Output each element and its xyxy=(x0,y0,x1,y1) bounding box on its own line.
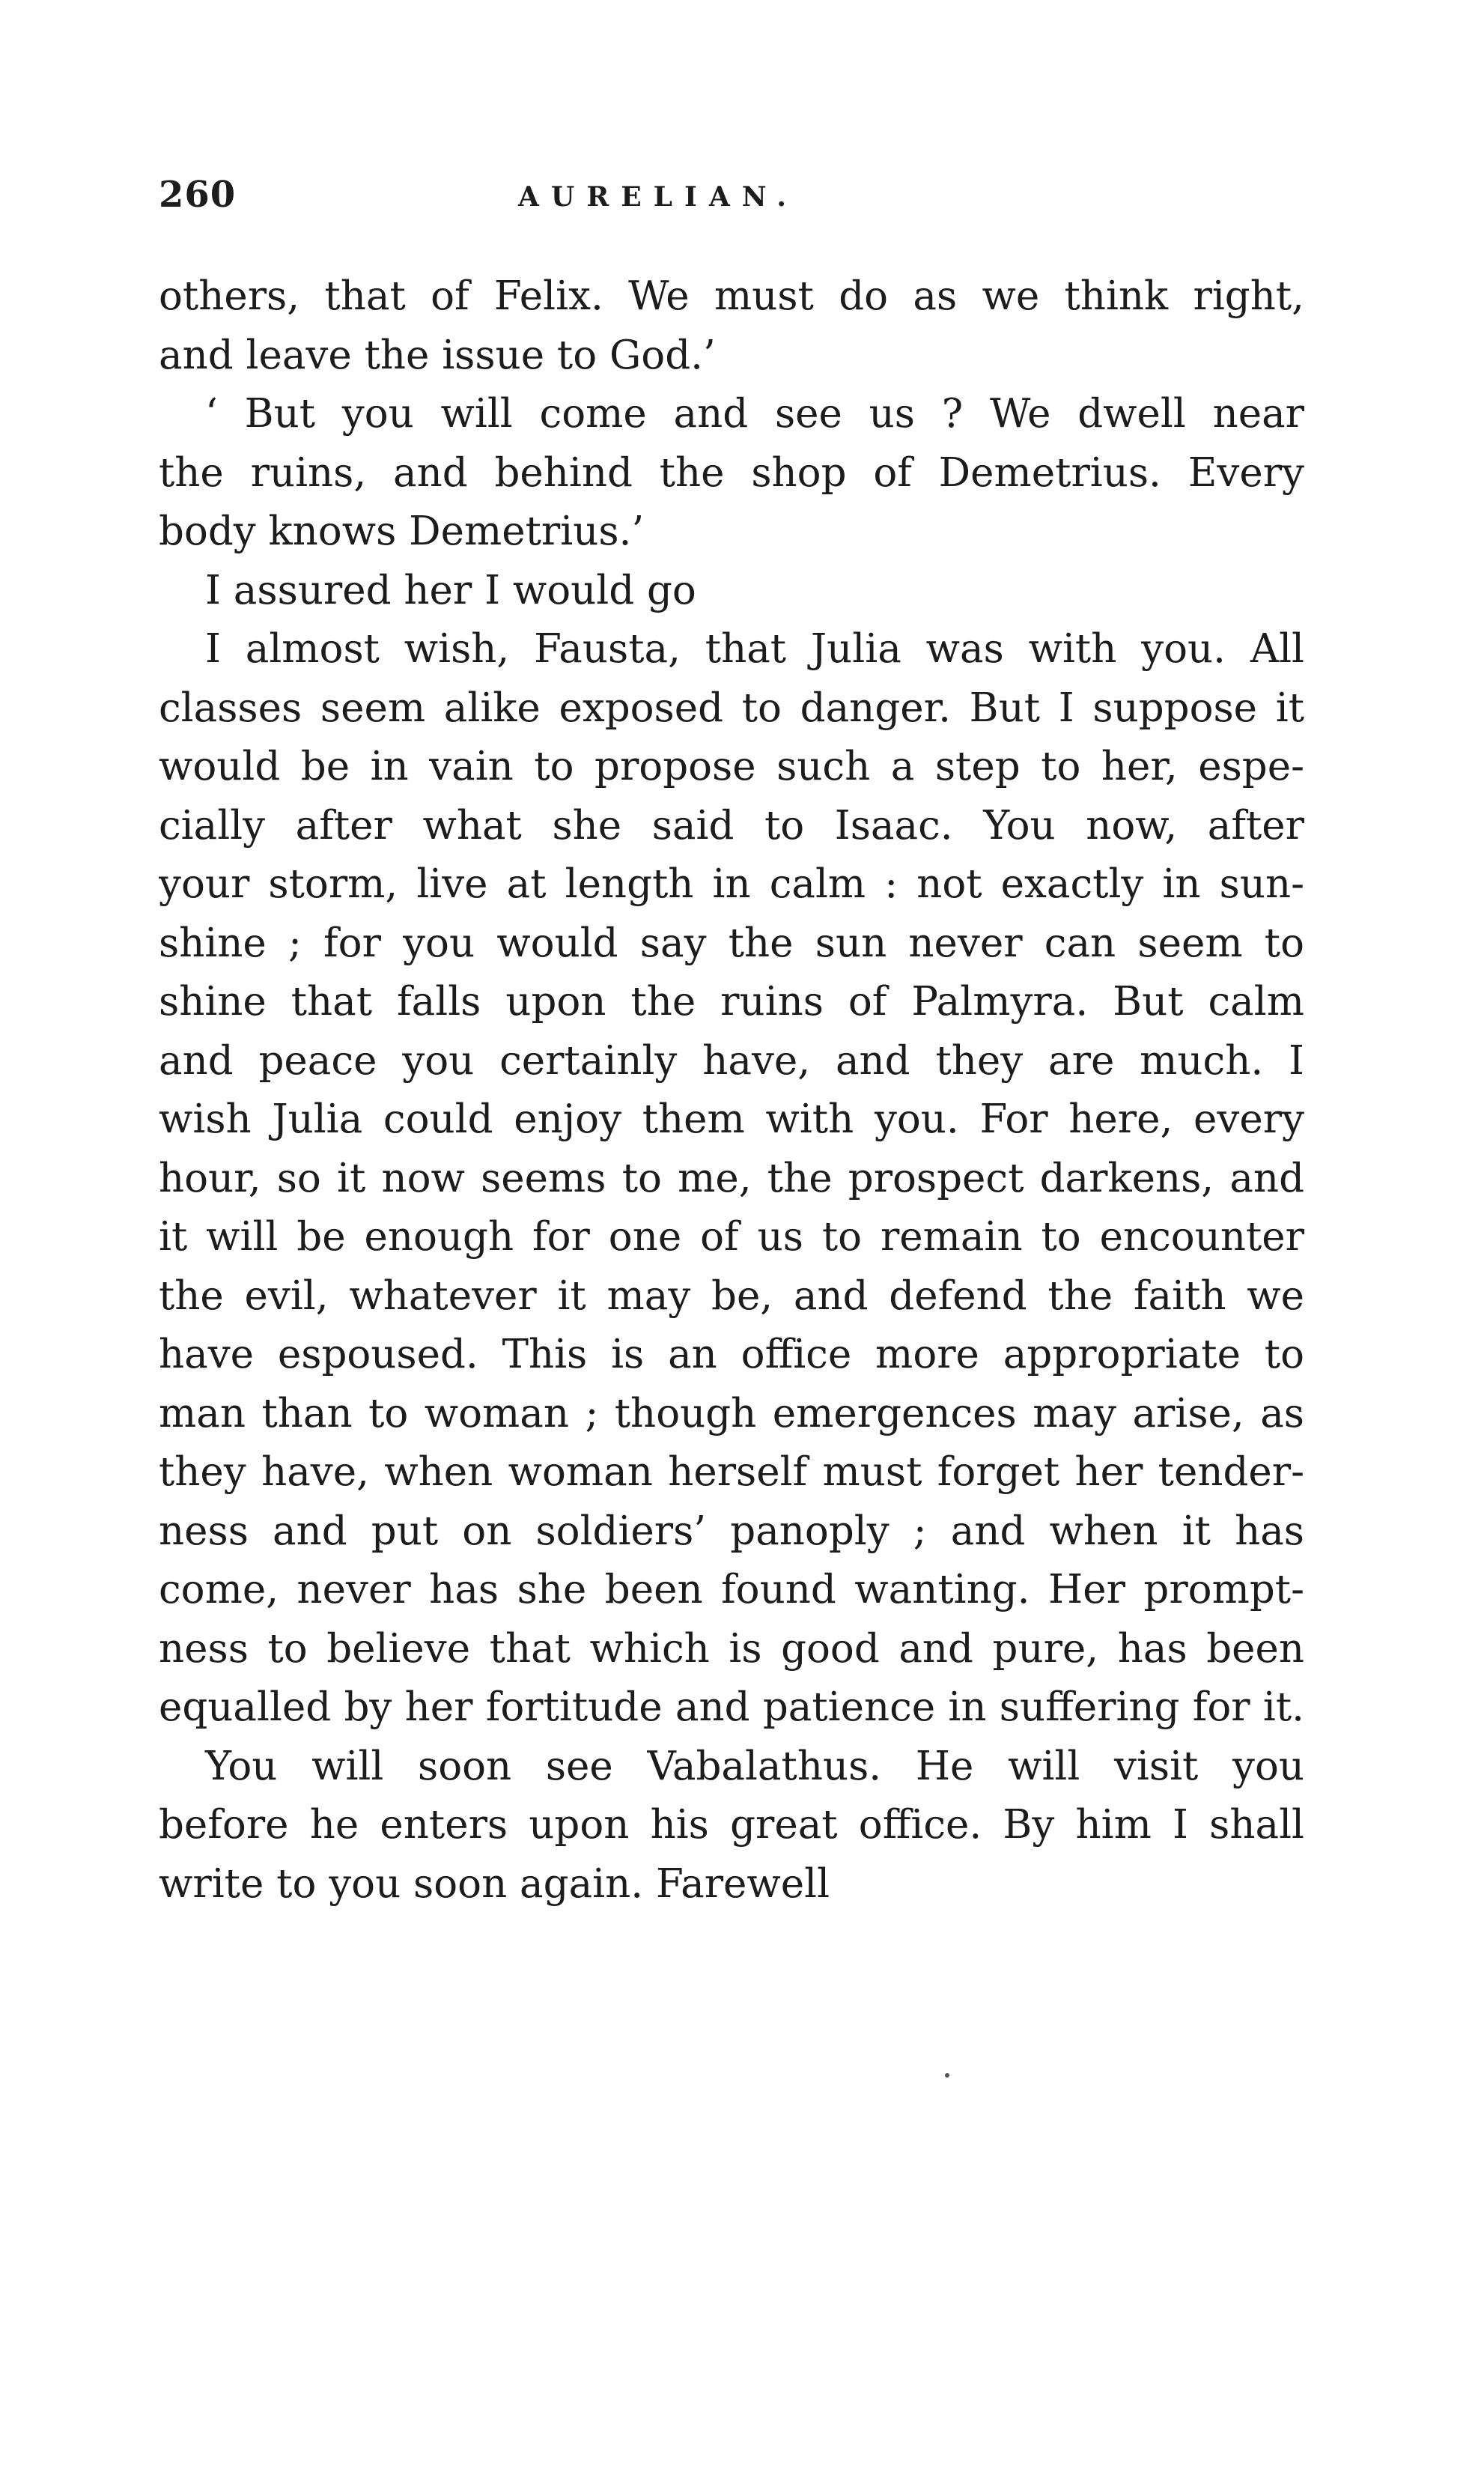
text-line: I assured her I would go xyxy=(205,567,696,613)
text-line: You will soon see Vabalathus. He will visit you xyxy=(205,1743,1304,1789)
text-line: the ruins, and behind the shop of Demetrius. Every xyxy=(159,449,1304,496)
running-head: AURELIAN. xyxy=(518,181,798,213)
text-line: and leave the issue to God.’ xyxy=(159,332,716,378)
text-line: write to you soon again. Farewell xyxy=(159,1860,830,1907)
body-text xyxy=(159,267,1304,1914)
page-header xyxy=(159,174,1304,234)
text-line: before he enters upon his great office. By him I shall xyxy=(159,1802,1304,1848)
text-line: others, that of Felix. We must do as we think right, xyxy=(159,273,1304,319)
page-number: 260 xyxy=(159,174,237,216)
text-line: have espoused. This is an office more appropriate to xyxy=(159,1332,1304,1377)
text-line: and peace you certainly have, and they are much. I xyxy=(159,1037,1304,1084)
text-line: classes seem alike exposed to danger. But I suppose it xyxy=(159,685,1304,731)
text-line: ‘ But you will come and see us ? We dwell near xyxy=(205,391,1304,437)
text-line: your storm, live at length in calm : not exactly in sun- xyxy=(159,861,1304,907)
text-line: equalled by her fortitude and patience in suffering for it. xyxy=(159,1684,1304,1730)
text-line: come, never has she been found wanting. Her prompt- xyxy=(159,1567,1304,1612)
text-line: hour, so it now seems to me, the prospect darkens, and xyxy=(159,1155,1304,1201)
text-line: it will be enough for one of us to remain to encounter xyxy=(159,1214,1304,1260)
text-line: ness to believe that which is good and pure, has been xyxy=(159,1625,1304,1672)
text-line: cially after what she said to Isaac. You now, after xyxy=(159,802,1304,849)
text-line: they have, when woman herself must forget her tender- xyxy=(159,1449,1304,1495)
text-line: would be in vain to propose such a step to her, espe- xyxy=(159,744,1304,789)
text-line: man than to woman ; though emergences may arise, as xyxy=(159,1390,1304,1436)
text-line: ness and put on soldiers’ panoply ; and when it has xyxy=(159,1508,1304,1554)
ink-speck xyxy=(945,2073,949,2078)
text-line: body knows Demetrius.’ xyxy=(159,509,645,554)
text-line: shine that falls upon the ruins of Palmyra. But calm xyxy=(159,979,1304,1025)
text-line: I almost wish, Fausta, that Julia was with you. All xyxy=(205,626,1304,672)
text-line: shine ; for you would say the sun never can seem to xyxy=(159,920,1304,966)
text-line: wish Julia could enjoy them with you. For here, every xyxy=(159,1096,1304,1142)
text-line: the evil, whatever it may be, and defend the faith we xyxy=(159,1272,1304,1319)
